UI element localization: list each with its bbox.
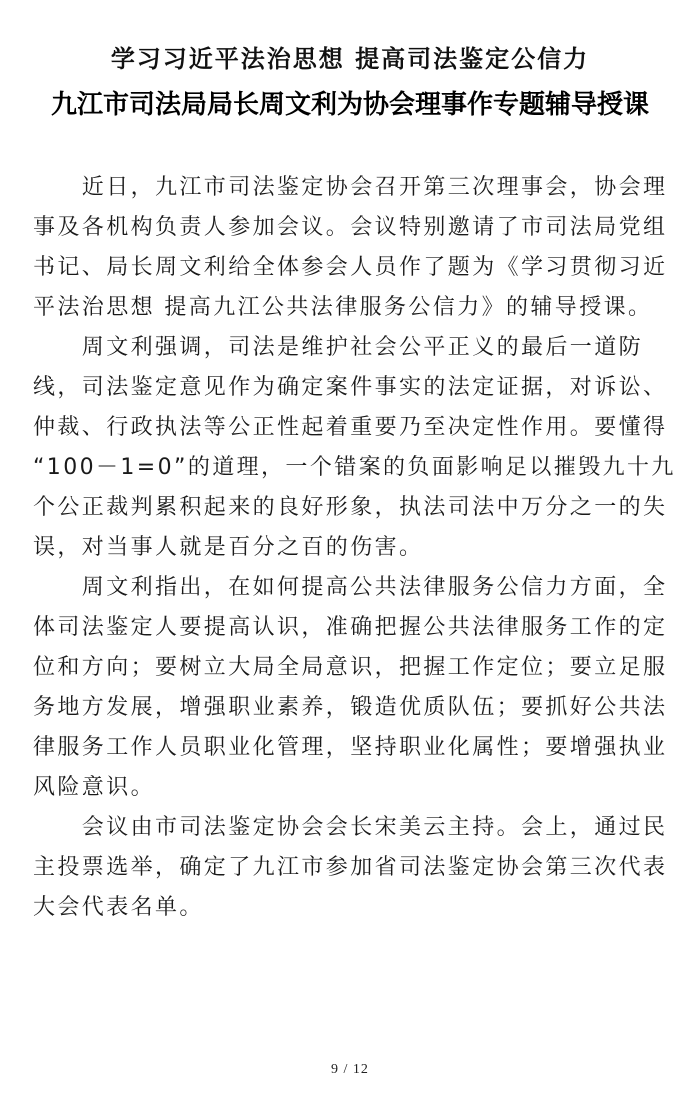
text-line: 主投票选举，确定了九江市参加省司法鉴定协会第三次代表: [33, 855, 668, 880]
text-line: 律服务工作人员职业化管理，坚持职业化属性；要增强执业: [33, 735, 668, 760]
document-body: [33, 168, 676, 928]
text-line: 误，对当事人就是百分之百的伤害。: [33, 535, 424, 560]
text-line: 务地方发展，增强职业素养，锻造优质队伍；要抓好公共法: [33, 695, 668, 720]
paragraph-guidance: [33, 568, 669, 808]
text-line: 风险意识。: [33, 775, 156, 800]
document-subtitle: 九江市司法局局长周文利为协会理事作专题辅导授课: [50, 90, 649, 120]
text-line: 周文利指出，在如何提高公共法律服务公信力方面，全: [33, 575, 668, 600]
text-line: 平法治思想 提高九江公共法律服务公信力》的辅导授课。: [33, 295, 653, 320]
paragraph-emphasis: [33, 328, 676, 568]
text-line: 个公正裁判累积起来的良好形象，执法司法中万分之一的失: [33, 495, 668, 520]
text-line: 事及各机构负责人参加会议。会议特别邀请了市司法局党组: [33, 215, 668, 240]
page-number: 9 / 12: [331, 1062, 369, 1077]
text-line: 近日，九江市司法鉴定协会召开第三次理事会，协会理: [33, 175, 668, 200]
text-line: 体司法鉴定人要提高认识，准确把握公共法律服务工作的定: [33, 615, 668, 640]
paragraph-meeting-intro: [33, 168, 669, 328]
text-line: 大会代表名单。: [33, 895, 204, 920]
text-line: “100－1=0”的道理，一个错案的负面影响足以摧毁九十九: [33, 455, 676, 480]
text-line: 书记、局长周文利给全体参会人员作了题为《学习贯彻习近: [33, 255, 668, 280]
text-line: 周文利强调，司法是维护社会公平正义的最后一道防: [33, 335, 644, 360]
text-line: 仲裁、行政执法等公正性起着重要乃至决定性作用。要懂得: [33, 415, 668, 440]
document-title-main: 学习习近平法治思想 提高司法鉴定公信力: [110, 44, 590, 73]
text-line: 线，司法鉴定意见作为确定案件事实的法定证据，对诉讼、: [33, 375, 668, 400]
text-line: 会议由市司法鉴定协会会长宋美云主持。会上，通过民: [33, 815, 668, 840]
paragraph-election: [33, 808, 669, 928]
text-line: 位和方向；要树立大局全局意识，把握工作定位；要立足服: [33, 655, 668, 680]
